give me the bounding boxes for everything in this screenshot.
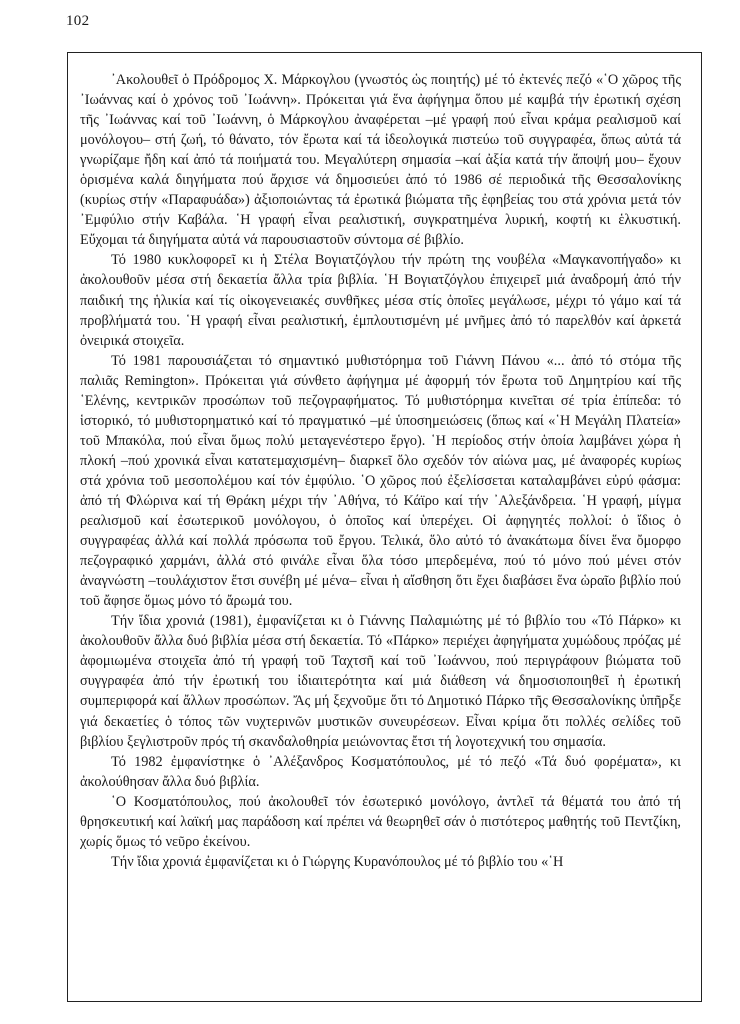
- paragraph-kyranopoulos: Τήν ἴδια χρονιά ἐμφανίζεται κι ὁ Γιώργης Κυρανόπουλος μέ τό βιβλίο του «῾Η: [111, 853, 564, 870]
- paragraph-panou: Τό 1981 παρουσιάζεται τό σημαντικό μυθιστόρημα τοῦ Γιάννη Πάνου «... ἀπό τό στόμα τῆς παλιᾶς Remington». Πρόκειται γιά σύνθετο ἀφήγημα μέ ἀφορμή τόν ἔρωτα τοῦ Δημητρίου καί τῆς ῾Ελένης, κεντρικῶν προσώπων τοῦ πεζογραφήματος. Τό μυθιστόρημα κινεῖται σέ τρία ἐπίπεδα: τό ἱστορικό, τό μυθιστορηματικό καί τό πραγματικό –μέ ὑποσημειώσεις (ὅπως καί «῾Η Μεγάλη Πλατεία» τοῦ Μπακόλα, πού εἶναι ὅμως πολύ μεταγενέστερο ἔργο). ῾Η περίοδος στήν ὁποία λαμβάνει χώρα ἡ πλοκή –πού χρονικά εἶναι κατατεμαχισμένη– διαρκεῖ ὅλο σχεδόν τόν αἰώνα μας, μέ ἀναφορές κυρίως στά χρόνια τοῦ μεσοπολέμου καί τόν ἐμφύλιο. ῾Ο χῶρος πού ἐξελίσσεται καταλαμβάνει εὐρύ φάσμα: ἀπό τή Φλώρινα καί τή Θράκη μέχρι τήν ᾿Αθήνα, τό Κάϊρο καί τήν ᾿Αλεξάνδρεια. ῾Η γραφή, μίγμα ρεαλισμοῦ καί ἐσωτερικοῦ μονόλογου, ὁ ὁποῖος καί ὑπερέχει. Οἱ ἀφηγητές πολλοί: ὁ ἴδιος ὁ συγγραφέας ἀλλά καί πολλά πρόσωπα τοῦ ἔργου. Τελικά, ὅλο αὐτό τό ἀνακάτωμα δίνει ἕνα ὄμορφο πεζογραφικό χαρμάνι, ἀλλά στό φινάλε εἶναι ὅλα τόσο μπερδεμένα, πού τό μόνο πού μένει στόν ἀναγνώστη –τουλάχιστον ἔτσι συνέβη μέ μένα– εἶναι ἡ αἴσθηση ὅτι ἔχει διαβάσει ἕνα ὡραῖο βιβλίο πού τοῦ ἄφησε ὅμως μόνο τό ἄρωμά του.: [80, 352, 681, 610]
- paragraph-vogiatzoglou: Τό 1980 κυκλοφορεῖ κι ἡ Στέλα Βογιατζόγλου τήν πρώτη της νουβέλα «Μαγκανοπήγαδο» κι ἀκολουθοῦν μέσα στή δεκαετία ἄλλα τρία βιβλία. ῾Η Βογιατζόγλου ἐπιχειρεῖ μιά ἀναδρομή ἀπό τήν παιδική της ἡλικία καί τίς οἰκογενειακές συνθῆκες μέσα στίς ὁποῖες μεγάλωσε, μέχρι τό γάμο καί τά προβλήματά του. ῾Η γραφή εἶναι ρεαλιστική, ἐμπλουτισμένη μέ μνῆμες ἀπό τό παρελθόν καί ἀρκετά ὀνειρικά στοιχεῖα.: [80, 252, 681, 349]
- paragraph-markoglou: ᾿Ακολουθεῖ ὁ Πρόδρομος Χ. Μάρκογλου (γνωστός ὡς ποιητής) μέ τό ἐκτενές πεζό «῾Ο χῶρος τῆς ᾿Ιωάννας καί ὁ χρόνος τοῦ ᾿Ιωάννη». Πρόκειται γιά ἕνα ἀφήγημα ὅπου μέ καμβά τήν ἐρωτική σχέση τῆς ᾿Ιωάννας καί τοῦ ᾿Ιωάννη, ὁ Μάρκογλου ἀναφέρεται –μέ γραφή πού εἶναι κράμα ρεαλισμοῦ καί μονόλογου– στή ζωή, τό θάνατο, τόν ἔρωτα καί τά ἰδεολογικά πιστεύω τοῦ συγγραφέα, ὅπως αὐτά τά γνωρίζαμε ἤδη καί ἀπό τά ποιήματά του. Μεγαλύτερη σημασία –καί ἀξία κατά τήν ἄποψή μου– ἔχουν ὁρισμένα καλά διηγήματα πού ἄρχισε νά δημοσιεύει ἀπό τό 1986 σέ περιοδικά τῆς Θεσσαλονίκης (κυρίως στήν «Παραφυάδα») ἀξιοποιώντας τά ἐρωτικά βιώματα τῆς ἐφηβείας του στά χρόνια μετά τόν ᾿Εμφύλιο στήν Καβάλα. ῾Η γραφή εἶναι ρεαλιστική, συγκρατημένα λυρική, κοφτή κι ἑλκυστική. Εὔχομαι τά διηγήματα αὐτά νά παρουσιαστοῦν σύντομα σέ βιβλίο.: [80, 72, 681, 249]
- body-text: [80, 70, 681, 872]
- page-number: 102: [66, 13, 90, 29]
- paragraph-palamiotis: Τήν ἴδια χρονιά (1981), ἐμφανίζεται κι ὁ Γιάννης Παλαμιώτης μέ τό βιβλίο του «Τό Πάρκο» κι ἀκολουθοῦν ἄλλα δυό βιβλία μέσα στή δεκαετία. Τό «Πάρκο» περιέχει ἀφηγήματα χυμώδους πρόζας μέ ἀφομιωμένα στοιχεῖα ἀπό τή γραφή τοῦ Ταχτσῆ καί τοῦ ᾿Ιωάννου, πού περιγράφουν βιώματα τοῦ συγγραφέα ἀπό τήν ἐρωτική του ἰδιαιτερότητα καί μιά διάθεση νά δημοσιοποιηθεῖ ἡ ἐρωτική συμπεριφορά καί ἄλλων προσώπων. Ἄς μή ξεχνοῦμε ὅτι τό Δημοτικό Πάρκο τῆς Θεσσαλονίκης ὑπῆρξε γιά δεκαετίες ὁ τόπος τῶν νυχτερινῶν μυστικῶν συνευρέσεων. Εἶναι κρίμα ὅτι πολλές σελίδες τοῦ βιβλίου ξεγλιστροῦν πρός τή σκανδαλοθηρία μειώνοντας ἔτσι τή λογοτεχνική του σημασία.: [80, 613, 681, 750]
- paragraph-kosmatopoulos-intro: Τό 1982 ἐμφανίστηκε ὁ ᾿Αλέξανδρος Κοσματόπουλος, μέ τό πεζό «Τά δυό φορέματα», κι ἀκολούθησαν ἄλλα δυό βιβλία.: [80, 753, 681, 790]
- paragraph-kosmatopoulos-style: ῾Ο Κοσματόπουλος, πού ἀκολουθεῖ τόν ἐσωτερικό μονόλογο, ἀντλεῖ τά θέματά του ἀπό τή θρησκευτική καί λαϊκή μας παράδοση καί πρέπει νά θεωρηθεῖ σάν ὁ πιστότερος μαθητής τοῦ Πεντζίκη, χωρίς ὅμως τό νεῦρο ἐκείνου.: [80, 793, 681, 850]
